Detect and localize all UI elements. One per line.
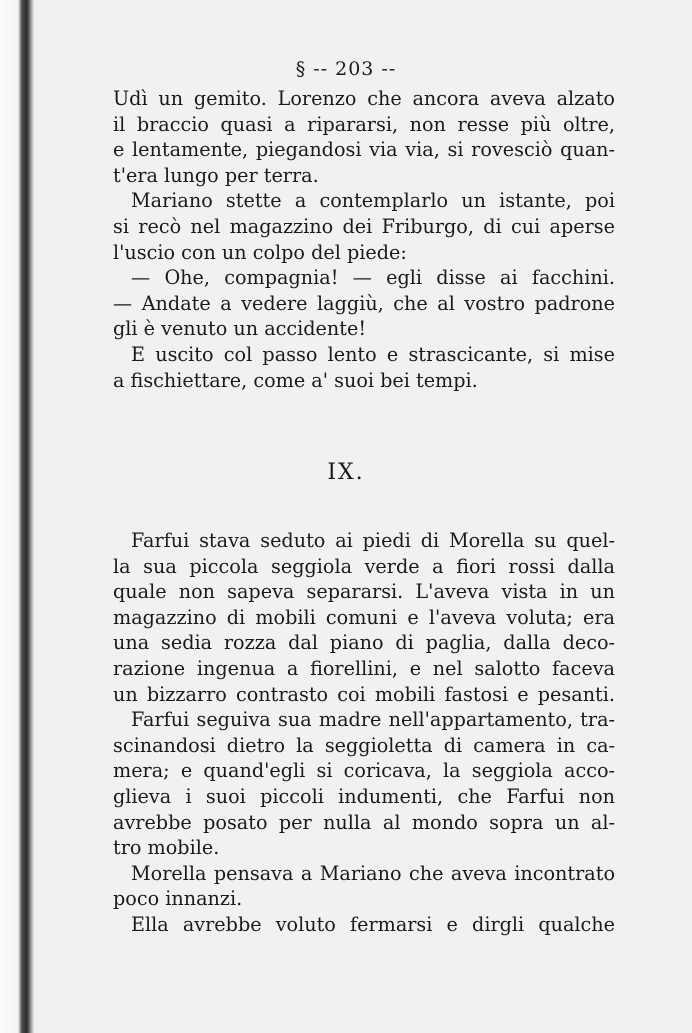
text-line: scinandosi dietro la seggioletta di camera in ca-	[113, 733, 615, 757]
text-line: avrebbe posato per nulla al mondo sopra un al-	[113, 810, 615, 834]
text-line: t'era lungo per terra.	[113, 163, 319, 187]
page-number: § -- 203 --	[295, 58, 397, 80]
chapter-heading: IX.	[327, 460, 365, 485]
text-line: tro mobile.	[113, 836, 220, 860]
text-line: quale non sapeva separarsi. L'aveva vista in un	[113, 580, 615, 604]
text-line: razione ingenua a fiorellini, e nel salotto faceva	[113, 656, 615, 680]
text-line: e lentamente, piegandosi via via, si rovesciò quan-	[113, 138, 615, 162]
text-line: Ella avrebbe voluto fermarsi e dirgli qualche	[131, 912, 615, 936]
book-binding-edge	[0, 0, 34, 1033]
text-line: Morella pensava a Mariano che aveva incontrato	[131, 861, 615, 885]
text-line: mera; e quand'egli si coricava, la seggiola acco-	[113, 759, 615, 783]
text-line: — Ohe, compagnia! — egli disse ai facchini.	[131, 266, 615, 290]
text-line: Farfui seguiva sua madre nell'appartamento, tra-	[131, 708, 615, 732]
paragraph-block-2	[113, 528, 615, 938]
paragraph-block-1	[113, 86, 615, 393]
text-line: a fischiettare, come a' suoi bei tempi.	[113, 368, 478, 392]
text-line: E uscito col passo lento e strascicante, si mise	[131, 342, 615, 366]
text-line: Udì un gemito. Lorenzo che ancora aveva alzato	[113, 87, 615, 110]
text-line: l'uscio con un colpo del piede:	[113, 240, 407, 264]
text-line: gli è venuto un accidente!	[113, 317, 367, 341]
text-line: una sedia rozza dal piano di paglia, dalla deco-	[113, 631, 615, 655]
text-line: poco innanzi.	[113, 887, 243, 911]
text-line: glieva i suoi piccoli indumenti, che Farfui non	[113, 784, 615, 808]
text-line: magazzino di mobili comuni e l'aveva voluta; era	[113, 605, 615, 629]
text-line: si recò nel magazzino dei Friburgo, di cui aperse	[113, 214, 615, 238]
text-line: Farfui stava seduto ai piedi di Morella su quel-	[131, 529, 615, 552]
text-line: il braccio quasi a ripararsi, non resse più oltre,	[113, 112, 615, 136]
text-line: la sua piccola seggiola verde a fiori rossi dalla	[113, 554, 615, 578]
text-line: un bizzarro contrasto coi mobili fastosi e pesanti.	[113, 682, 615, 706]
text-line: Mariano stette a contemplarlo un istante, poi	[131, 189, 615, 213]
text-line: — Andate a vedere laggiù, che al vostro padrone	[113, 291, 615, 315]
